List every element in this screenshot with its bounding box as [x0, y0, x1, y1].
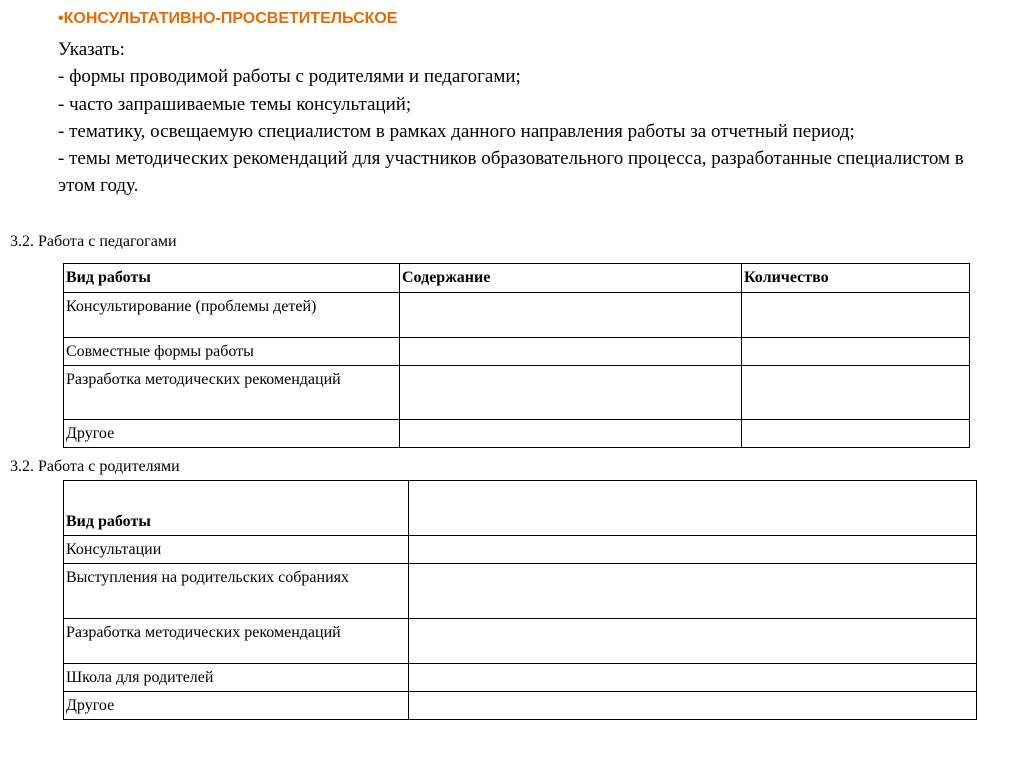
table-cell: Выступления на родительских собраниях: [64, 564, 409, 619]
table-cell[interactable]: [742, 420, 970, 448]
table-cell[interactable]: [742, 366, 970, 420]
table-cell: Консультирование (проблемы детей): [64, 293, 400, 338]
table-cell[interactable]: [742, 338, 970, 366]
table-cell: [409, 481, 977, 536]
instruction-line: - темы методических рекомендаций для участников образовательного процесса, разработанные специалистом в этом году.: [58, 148, 964, 197]
table-row: [64, 536, 977, 564]
table-cell[interactable]: [409, 664, 977, 692]
table-cell: Другое: [64, 420, 400, 448]
table-cell[interactable]: [409, 619, 977, 664]
column-header: Вид работы: [64, 481, 409, 536]
table-cell[interactable]: [742, 293, 970, 338]
table-cell[interactable]: [409, 536, 977, 564]
table-cell: Разработка методических рекомендаций: [64, 619, 409, 664]
table-cell[interactable]: [400, 420, 742, 448]
table-row: [64, 420, 970, 448]
table-row: [64, 366, 970, 420]
table-cell: Консультации: [64, 536, 409, 564]
instruction-line: - часто запрашиваемые темы консультаций;: [58, 93, 412, 115]
table-cell[interactable]: [400, 366, 742, 420]
table-cell: Школа для родителей: [64, 664, 409, 692]
table-header-row: [64, 264, 970, 293]
table-row: [64, 692, 977, 720]
column-header: Количество: [742, 264, 970, 293]
table-row: [64, 293, 970, 338]
parents-section-title: 3.2. Работа с родителями: [10, 458, 180, 475]
table-header-row: [64, 481, 977, 536]
table-row: [64, 338, 970, 366]
table-cell: Совместные формы работы: [64, 338, 400, 366]
table-row: [64, 619, 977, 664]
table-cell: Разработка методических рекомендаций: [64, 366, 400, 420]
table-cell[interactable]: [409, 692, 977, 720]
instruction-line: Указать:: [58, 39, 125, 60]
column-header: Содержание: [400, 264, 742, 293]
teachers-section-title: 3.2. Работа с педагогами: [10, 233, 177, 250]
instructions-block: [58, 36, 988, 200]
instruction-line: - тематику, освещаемую специалистом в рамках данного направления работы за отчетный период;: [58, 120, 855, 142]
table-cell: Другое: [64, 692, 409, 720]
table-row: [64, 564, 977, 619]
column-header: Вид работы: [64, 264, 400, 293]
table-cell[interactable]: [400, 338, 742, 366]
section-heading: •КОНСУЛЬТАТИВНО-ПРОСВЕТИТЕЛЬСКОЕ: [58, 10, 398, 27]
table-cell[interactable]: [409, 564, 977, 619]
teachers-table: [63, 263, 970, 448]
table-row: [64, 664, 977, 692]
parents-table: [63, 480, 977, 720]
instruction-line: - формы проводимой работы с родителями и педагогами;: [58, 66, 521, 88]
table-cell[interactable]: [400, 293, 742, 338]
